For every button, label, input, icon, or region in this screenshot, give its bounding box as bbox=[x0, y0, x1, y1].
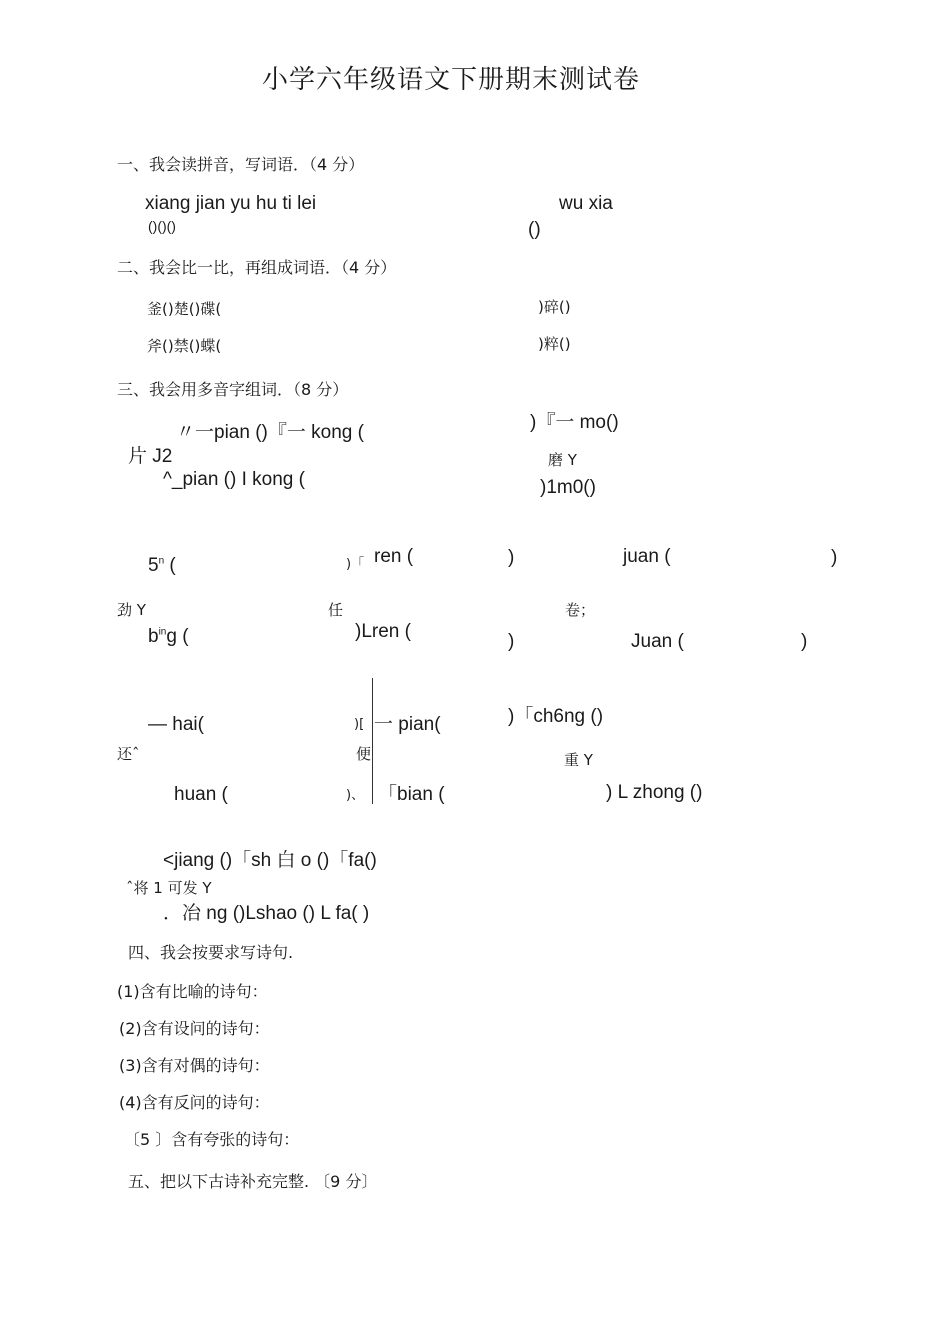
divider-line bbox=[372, 678, 373, 804]
s3-g3-d: )「ch6ng () bbox=[508, 706, 604, 727]
s2-row-2-right: )粹() bbox=[538, 335, 571, 353]
page-title: 小学六年级语文下册期末测试卷 bbox=[262, 65, 641, 95]
section-5-heading: 五、把以下古诗补充完整. 〔9 分〕 bbox=[128, 1172, 378, 1191]
s3-g1-line-c: ^_pian () I kong ( bbox=[163, 469, 305, 490]
s3-g1-line-f: )1m0() bbox=[540, 477, 596, 498]
s1-pinyin-1: xiang jian yu hu ti lei bbox=[145, 193, 317, 214]
s3-g2-c: ren ( bbox=[374, 546, 414, 567]
s3-g4-a: <jiang ()「sh 白 o ()「fa() bbox=[163, 850, 377, 871]
s3-g2-k: )Lren ( bbox=[355, 621, 411, 642]
s2-row-1-right: )碎() bbox=[538, 298, 571, 316]
s3-g1-line-b: 片 J2 bbox=[128, 446, 173, 467]
s3-g2-m: Juan ( bbox=[631, 631, 684, 652]
s3-g3-c: 一 pian( bbox=[374, 714, 441, 735]
s4-item-5: 〔5 〕含有夸张的诗句： bbox=[124, 1130, 300, 1149]
s3-g1-line-a: 〃一pian ()『一 kong ( bbox=[176, 422, 364, 443]
s3-g2-a1: 5 bbox=[148, 555, 159, 576]
s3-g2-l: ) bbox=[508, 631, 515, 652]
s3-g2-d: ) bbox=[508, 547, 515, 568]
s3-g3-i: )、 bbox=[346, 788, 365, 803]
s2-row-1-left: 釜()楚()碟( bbox=[147, 300, 222, 318]
s3-g2-a2: ( bbox=[164, 555, 176, 576]
s1-blanks-1: ()()() bbox=[148, 218, 176, 234]
s3-g1-line-d: )『一 mo() bbox=[530, 412, 619, 433]
s3-g2-e: juan ( bbox=[623, 546, 671, 567]
s3-g3-a: — hai( bbox=[148, 714, 204, 735]
s1-pinyin-2: wu xia bbox=[559, 193, 613, 214]
section-3-heading: 三、我会用多音字组词．（8 分） bbox=[117, 380, 349, 399]
s3-g2-i: 卷； bbox=[565, 601, 596, 619]
s3-g2-j2: g ( bbox=[166, 626, 189, 647]
s3-g2-a1-sup: n bbox=[158, 555, 165, 567]
s3-g2-h: 任 bbox=[328, 601, 344, 619]
s2-row-2-left: 斧()禁()蝶( bbox=[147, 337, 222, 355]
s3-g3-k: ) L zhong () bbox=[606, 782, 703, 803]
s3-g1-line-e: 磨 Y bbox=[548, 451, 577, 469]
s1-blanks-2: () bbox=[528, 219, 541, 240]
s3-g2-f: ) bbox=[831, 547, 838, 568]
s3-g4-b: ˆ将 1 可发 Y bbox=[126, 879, 212, 897]
s3-g3-j: 「bian ( bbox=[378, 784, 445, 805]
s3-g2-j1: b bbox=[148, 626, 159, 647]
s3-g2-g: 劲 Y bbox=[117, 601, 146, 619]
s3-g3-h: huan ( bbox=[174, 784, 228, 805]
s3-g2-b: )「 bbox=[346, 557, 365, 572]
s3-g2-jin-line bbox=[148, 555, 176, 577]
section-1-heading: 一、我会读拼音，写词语．（4 分） bbox=[117, 155, 365, 174]
section-2-heading: 二、我会比一比，再组成词语．（4 分） bbox=[117, 258, 397, 277]
s3-g3-f: 便 bbox=[356, 745, 372, 763]
s4-item-2: (2)含有设问的诗句： bbox=[119, 1019, 270, 1038]
s3-g2-j1-sup: in bbox=[158, 626, 167, 638]
s3-g4-c: ．冶 ng ()Lshao () L fa( ) bbox=[163, 903, 370, 924]
s4-item-3: (3)含有对偶的诗句： bbox=[119, 1056, 270, 1075]
s4-item-1: (1)含有比喻的诗句： bbox=[117, 982, 268, 1001]
s3-g3-e: 还ˆ bbox=[117, 745, 140, 763]
section-4-heading: 四、我会按要求写诗句. bbox=[128, 943, 294, 962]
s4-item-4: (4)含有反问的诗句： bbox=[119, 1093, 270, 1112]
s3-g3-b: )[ bbox=[354, 717, 365, 732]
s3-g2-n: ) bbox=[801, 631, 808, 652]
s3-g2-bing-line bbox=[148, 626, 189, 648]
s3-g3-g: 重 Y bbox=[564, 751, 593, 769]
